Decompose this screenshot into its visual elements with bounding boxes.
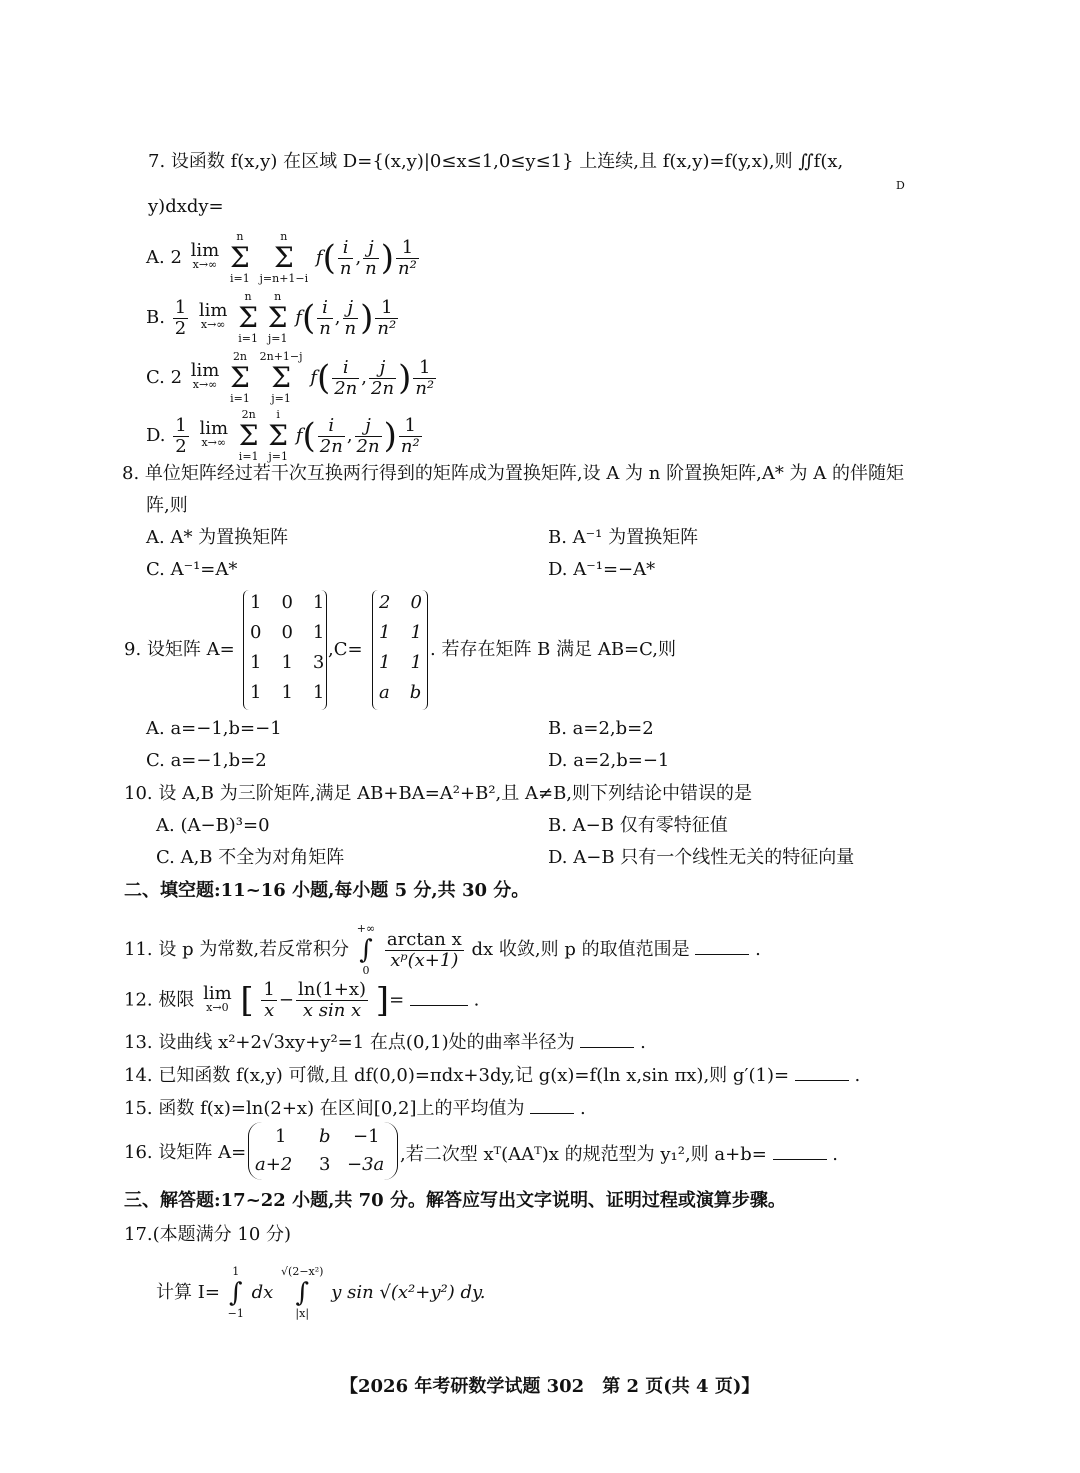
q9-prefix: 9. 设矩阵 A= (124, 639, 235, 660)
q16-suffix: ,若二次型 xᵀ(AAᵀ)x 的规范型为 y₁²,则 a+b= . (400, 1141, 838, 1167)
q9-matrix-c: 2 0 1 1 1 1 a b (372, 590, 428, 710)
q9-option-b: B. a=2,b=2 (548, 718, 654, 739)
q7-stem-line1: 7. 设函数 f(x,y) 在区域 D={(x,y)|0≤x≤1,0≤y≤1} 上连续,且 f(x,y)=f(y,x),则 ∬f(x, (148, 151, 844, 172)
page-footer: 【2026 年考研数学试题 302 第 2 页(共 4 页)】 (340, 1376, 760, 1397)
q8-option-c: C. A⁻¹=A* (146, 559, 238, 580)
q11: 11. 设 p 为常数,若反常积分 +∞ ∫ 0 $\frac{\text{arctan x}}{\text{xᵖ(x+1)}}$ dx 收敛,则 p 的取值范围是 . (124, 922, 761, 977)
q8-stem-line2: 阵,则 (146, 495, 188, 516)
q17-body: 计算 I= 1 ∫ −1 dx √(2−x²) ∫ |x| y sin √(x²+y²) dy. (156, 1265, 486, 1320)
q10-option-a: A. (A−B)³=0 (156, 815, 270, 836)
q13: 13. 设曲线 x²+2√3xy+y²=1 在点(0,1)处的曲率半径为 . (124, 1029, 646, 1055)
q17-title: 17.(本题满分 10 分) (124, 1224, 292, 1245)
q9-option-d: D. a=2,b=−1 (548, 750, 670, 771)
q10-option-b: B. A−B 仅有零特征值 (548, 815, 728, 836)
q8-stem-line1: 8. 单位矩阵经过若干次互换两行得到的矩阵成为置换矩阵,设 A 为 n 阶置换矩阵,A* 为 A 的伴随矩 (122, 463, 904, 484)
q9-option-c: C. a=−1,b=2 (146, 750, 267, 771)
q7-option-d: D. $\frac{1}{2}$ lim x→∞ 2n Σ i=1 i Σ j=1 f( $\frac{i}{2n}$ , $\frac{j}{2n}$ ) $\frac{1}{\text{n²}}$ (146, 408, 420, 463)
q8-option-b: B. A⁻¹ 为置换矩阵 (548, 527, 699, 548)
q9-suffix: . 若存在矩阵 B 满足 AB=C,则 (430, 639, 676, 660)
q9-matrix-a: 1 0 1 0 0 1 1 1 3 1 1 1 (243, 590, 327, 710)
q8-option-a: A. A* 为置换矩阵 (146, 527, 289, 548)
q7-option-a: A. 2 lim x→∞ n Σ i=1 n Σ j=n+1−i f( $\frac{i}{n}$ , $\frac{j}{n}$ ) $\frac{1}{\text{n²}}$ (146, 230, 417, 285)
q7-option-c: C. 2 lim x→∞ 2n Σ i=1 2n+1−j Σ j=1 f( $\frac{i}{2n}$ , $\frac{j}{2n}$ ) $\frac{1}{\text{n²}}$ (146, 350, 435, 405)
section-3-heading: 三、解答题:17~22 小题,共 70 分。解答应写出文字说明、证明过程或演算步骤。 (124, 1190, 786, 1211)
q16-matrix-a: 1 b −1 a+2 3 −3a (248, 1122, 398, 1180)
q10-option-d: D. A−B 只有一个线性无关的特征向量 (548, 847, 855, 868)
q7-stem-line2: y)dxdy= (148, 196, 224, 217)
q9-middle: ,C= (328, 639, 363, 660)
q16-prefix: 16. 设矩阵 A= (124, 1142, 247, 1163)
q9-option-a: A. a=−1,b=−1 (146, 718, 282, 739)
q8-option-d: D. A⁻¹=−A* (548, 559, 656, 580)
q7-option-b: B. $\frac{1}{2}$ lim x→∞ n Σ i=1 n Σ j=1 f( $\frac{i}{n}$ , $\frac{j}{n}$ ) $\frac{1}{\text{n²}}$ (146, 290, 397, 345)
q10-option-c: C. A,B 不全为对角矩阵 (156, 847, 345, 868)
section-2-heading: 二、填空题:11~16 小题,每小题 5 分,共 30 分。 (124, 880, 530, 901)
q15: 15. 函数 f(x)=ln(2+x) 在区间[0,2]上的平均值为 . (124, 1095, 586, 1121)
q12: 12. 极限 lim x→0 [ $\frac{1}{x}$ − $\frac{\ln(1+x)}{\text{x sin x}}$ ]= . (124, 979, 480, 1021)
q7-integral-region-label: D (896, 179, 905, 192)
q10-stem: 10. 设 A,B 为三阶矩阵,满足 AB+BA=A²+B²,且 A≠B,则下列结论中错误的是 (124, 783, 753, 804)
q14: 14. 已知函数 f(x,y) 可微,且 df(0,0)=πdx+3dy,记 g(x)=f(ln x,sin πx),则 g′(1)= . (124, 1062, 860, 1088)
